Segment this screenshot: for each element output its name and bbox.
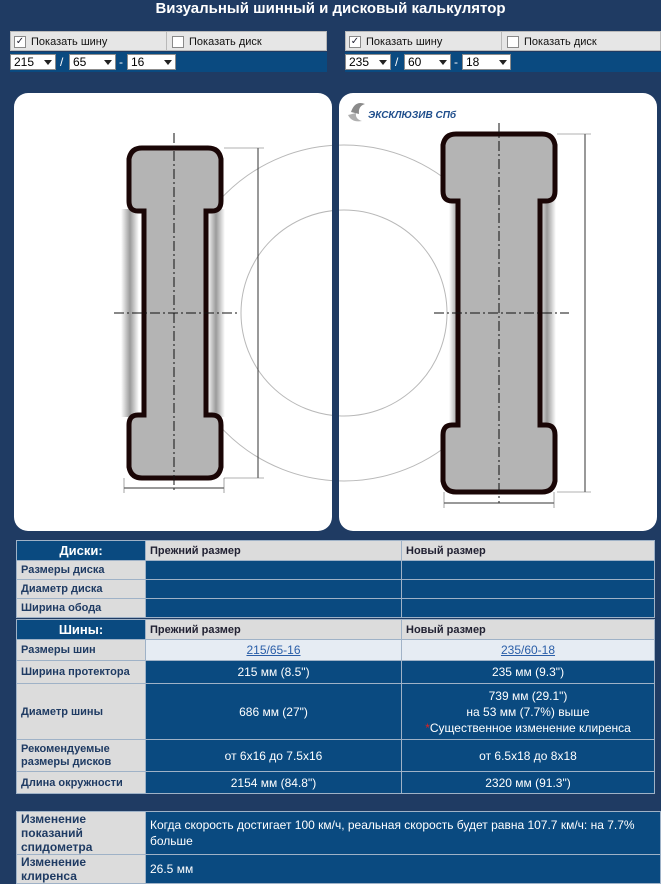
speedo-label: Изменение показаний спидометра	[17, 812, 146, 855]
chevron-down-icon	[379, 60, 387, 65]
tire-size-link-old[interactable]: 215/65-16	[146, 640, 402, 661]
left-show-tire-checkbox[interactable]	[11, 33, 107, 51]
clearance-value: 26.5 мм	[146, 855, 661, 884]
checkbox-checked-icon[interactable]: ✓	[350, 36, 360, 47]
tires-section-header: Шины:	[17, 620, 146, 640]
right-width-select[interactable]	[345, 54, 391, 70]
col-old-size: Прежний размер	[146, 541, 402, 561]
tire-profile-drawing	[339, 93, 657, 531]
right-tire-controls	[345, 31, 661, 71]
checkbox-checked-icon[interactable]: ✓	[15, 36, 25, 47]
logo-mark-icon	[351, 103, 365, 114]
col-new-size: Новый размер	[402, 620, 655, 640]
cell-new	[402, 580, 655, 599]
chevron-down-icon	[44, 60, 52, 65]
left-show-disk-checkbox[interactable]	[169, 33, 262, 51]
cell-old: 2154 мм (84.8")	[146, 772, 402, 794]
right-size-row	[345, 52, 661, 72]
chevron-down-icon	[104, 60, 112, 65]
summary-table	[16, 811, 661, 884]
row-label: Диаметр диска	[17, 580, 146, 599]
checkbox-unchecked-icon[interactable]	[172, 36, 184, 48]
col-new-size: Новый размер	[402, 541, 655, 561]
warning-text: Существенное изменение клиренса	[429, 720, 631, 735]
select-value: 16	[131, 55, 145, 69]
separator: /	[395, 55, 399, 69]
cell-old	[146, 599, 402, 618]
show-disk-label: Показать диск	[189, 36, 262, 48]
left-tire-diagram	[14, 93, 332, 531]
wheel-inner-circle	[241, 210, 332, 416]
show-tire-label: Показать шину	[31, 36, 108, 48]
row-label: Размеры диска	[17, 561, 146, 580]
select-value: 65	[73, 55, 87, 69]
row-label: Длина окружности	[17, 772, 146, 794]
warning-asterisk: *	[425, 720, 430, 735]
separator: -	[119, 55, 123, 69]
left-diameter-select[interactable]	[127, 54, 176, 70]
cell-new: от 6.5х18 до 8х18	[402, 740, 655, 772]
row-label: Размеры шин	[17, 640, 146, 661]
chevron-down-icon	[439, 60, 447, 65]
col-old-size: Прежний размер	[146, 620, 402, 640]
separator: -	[454, 55, 458, 69]
right-profile-select[interactable]	[404, 54, 451, 70]
cell-old	[146, 561, 402, 580]
cell-old	[146, 580, 402, 599]
cell-new: 235 мм (9.3")	[402, 661, 655, 684]
brand-name: ЭКСКЛЮЗИВ СПб	[368, 110, 457, 121]
clearance-label: Изменение клиренса	[17, 855, 146, 884]
disks-section-header: Диски:	[17, 541, 146, 561]
cell-old: от 6х16 до 7.5х16	[146, 740, 402, 772]
left-profile-select[interactable]	[69, 54, 116, 70]
tire-profile-drawing	[14, 93, 332, 531]
select-value: 18	[466, 55, 480, 69]
right-checkbox-row	[345, 31, 661, 51]
select-value: 215	[14, 55, 35, 69]
cell-new	[402, 561, 655, 580]
select-value: 60	[408, 55, 422, 69]
left-tire-controls	[10, 31, 327, 71]
cell-new: 2320 мм (91.3")	[402, 772, 655, 794]
tires-table	[16, 619, 655, 794]
show-tire-label: Показать шину	[366, 36, 443, 48]
show-disk-label: Показать диск	[524, 36, 597, 48]
row-label: Ширина обода	[17, 599, 146, 618]
row-label: Ширина протектора	[17, 661, 146, 684]
logo-mark-icon	[348, 113, 362, 121]
cell-new	[402, 684, 655, 740]
left-checkbox-row	[10, 31, 327, 51]
separator: /	[60, 55, 64, 69]
chevron-down-icon	[499, 60, 507, 65]
checkbox-unchecked-icon[interactable]	[507, 36, 519, 48]
row-label: Диаметр шины	[17, 684, 146, 740]
left-width-select[interactable]	[10, 54, 56, 70]
tire-size-link-new[interactable]: 235/60-18	[402, 640, 655, 661]
select-value: 235	[349, 55, 370, 69]
cell-old: 215 мм (8.5")	[146, 661, 402, 684]
right-show-tire-checkbox[interactable]	[346, 33, 442, 51]
chevron-down-icon	[164, 60, 172, 65]
row-label: Рекомендуемые размеры дисков	[17, 740, 146, 772]
right-diameter-select[interactable]	[462, 54, 511, 70]
brand-logo	[348, 103, 457, 121]
cell-old: 686 мм (27")	[146, 684, 402, 740]
diameter-difference: на 53 мм (7.7%) выше	[466, 704, 590, 719]
right-show-disk-checkbox[interactable]	[504, 33, 597, 51]
page-title: Визуальный шинный и дисковый калькулятор	[155, 0, 506, 17]
diameter-value: 739 мм (29.1")	[488, 688, 568, 703]
wheel-inner-circle	[339, 210, 447, 416]
left-size-row	[10, 52, 327, 72]
clearance-warning	[406, 720, 650, 736]
speedo-value: Когда скорость достигает 100 км/ч, реальная скорость будет равна 107.7 км/ч: на 7.7% больше	[146, 812, 661, 855]
right-tire-diagram	[339, 93, 657, 531]
cell-new	[402, 599, 655, 618]
disks-table	[16, 540, 655, 618]
